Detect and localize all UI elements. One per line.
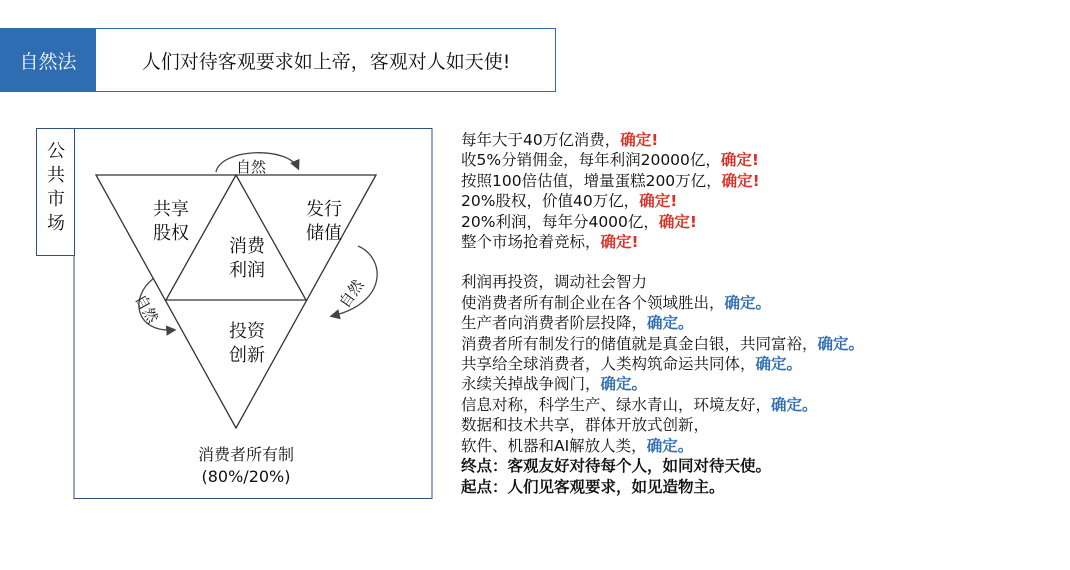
block2-certain-tag: 确定。 xyxy=(646,436,694,455)
block2-certain-tag: 确定。 xyxy=(600,375,648,394)
label-consumption-profit xyxy=(217,235,277,283)
label-consumption-profit-line1: 消费 xyxy=(229,236,265,257)
block2-line-text: 共享给全球消费者，人类构筑命运共同体， xyxy=(461,355,756,374)
block1-certain-tag: 确定! xyxy=(658,212,697,231)
block2-line-text: 永续关掉战争阀门， xyxy=(461,375,601,394)
block1-line-text: 整个市场抢着竞标， xyxy=(461,233,601,252)
block1-line-text: 20%利润，每年分4000亿， xyxy=(461,212,659,231)
block2-line xyxy=(461,293,1061,313)
label-issue-stored-value-line1: 发行 xyxy=(306,199,342,220)
header-tag: 自然法 xyxy=(0,28,96,92)
block2-line xyxy=(461,415,1061,435)
label-issue-stored-value xyxy=(294,198,354,246)
label-issue-stored-value-line2: 储值 xyxy=(306,223,342,244)
block1-line xyxy=(461,232,1061,252)
side-label-text: 公共市场 xyxy=(47,141,65,234)
endpoint-line: 终点：客观友好对待每个人，如同对待天使。 xyxy=(461,457,772,476)
label-shared-equity xyxy=(141,198,201,246)
block1-line xyxy=(461,130,1061,150)
triangle-diagram xyxy=(36,128,436,500)
caption-line1: 消费者所有制 xyxy=(197,445,294,464)
block2-line-text: 生产者向消费者阶层投降， xyxy=(461,314,648,333)
block1-line-text: 20%股权，价值40万亿， xyxy=(461,192,640,211)
block2-line-text: 使消费者所有制企业在各个领域胜出， xyxy=(461,293,725,312)
block2-certain-tag: 确定。 xyxy=(755,355,803,374)
block2-line xyxy=(461,374,1061,394)
outer-frame xyxy=(74,129,432,499)
block2-certain-tag: 确定。 xyxy=(647,314,694,333)
block2-line xyxy=(461,334,1061,354)
side-label xyxy=(41,140,71,236)
block2-line xyxy=(461,436,1061,456)
block1-certain-tag: 确定! xyxy=(720,151,759,170)
block1-certain-tag: 确定! xyxy=(620,131,659,149)
label-shared-equity-line2: 股权 xyxy=(153,223,189,244)
block1-line-text: 按照100倍估值，增量蛋糕200万亿， xyxy=(461,171,722,190)
block2-certain-tag: 确定。 xyxy=(817,334,865,353)
caption-line2: (80%/20%) xyxy=(201,467,291,486)
block2-line-text: 数据和技术共享，群体开放式创新， xyxy=(461,416,710,435)
block1-line-text: 每年大于40万亿消费， xyxy=(461,131,621,149)
arrow-top-label: 自然 xyxy=(236,158,267,176)
block-gap xyxy=(461,252,1061,272)
block1-line-text: 收5%分销佣金，每年利润20000亿， xyxy=(461,151,721,170)
header-title: 人们对待客观要求如上帝，客观对人如天使! xyxy=(141,50,511,73)
block2-certain-tag: 确定。 xyxy=(771,395,818,414)
block2-line xyxy=(461,272,1061,292)
text-block-1 xyxy=(461,130,1061,252)
block2-line-text: 利润再投资，调动社会智力 xyxy=(461,273,648,292)
label-shared-equity-line1: 共享 xyxy=(153,199,189,220)
arrow-right-label: 自然 xyxy=(335,276,368,312)
block2-line-text: 信息对称，科学生产、绿水青山，环境友好， xyxy=(461,395,772,414)
block1-line xyxy=(461,171,1061,191)
caption xyxy=(166,444,326,488)
startpoint-line: 起点：人们见客观要求，如见造物主。 xyxy=(461,477,725,496)
block1-certain-tag: 确定! xyxy=(600,233,639,252)
block1-line xyxy=(461,191,1061,211)
label-investment-innovation xyxy=(217,320,277,368)
label-investment-innovation-line1: 投资 xyxy=(229,321,265,342)
arrow-left-label: 自然 xyxy=(131,291,162,327)
block1-certain-tag: 确定! xyxy=(639,192,678,211)
block2-line xyxy=(461,313,1061,333)
block1-line xyxy=(461,150,1061,170)
block2-line xyxy=(461,395,1061,415)
block2-line-text: 软件、机器和AI解放人类， xyxy=(461,436,647,455)
statement-text xyxy=(461,130,1061,497)
block1-certain-tag: 确定! xyxy=(721,171,760,190)
block2-line-text: 消费者所有制发行的储值就是真金白银，共同富裕， xyxy=(461,334,818,353)
block2-line xyxy=(461,354,1061,374)
label-consumption-profit-line2: 利润 xyxy=(229,260,265,281)
block1-line xyxy=(461,212,1061,232)
label-investment-innovation-line2: 创新 xyxy=(229,345,265,366)
block2-certain-tag: 确定。 xyxy=(724,293,772,312)
text-block-2 xyxy=(461,272,1061,456)
